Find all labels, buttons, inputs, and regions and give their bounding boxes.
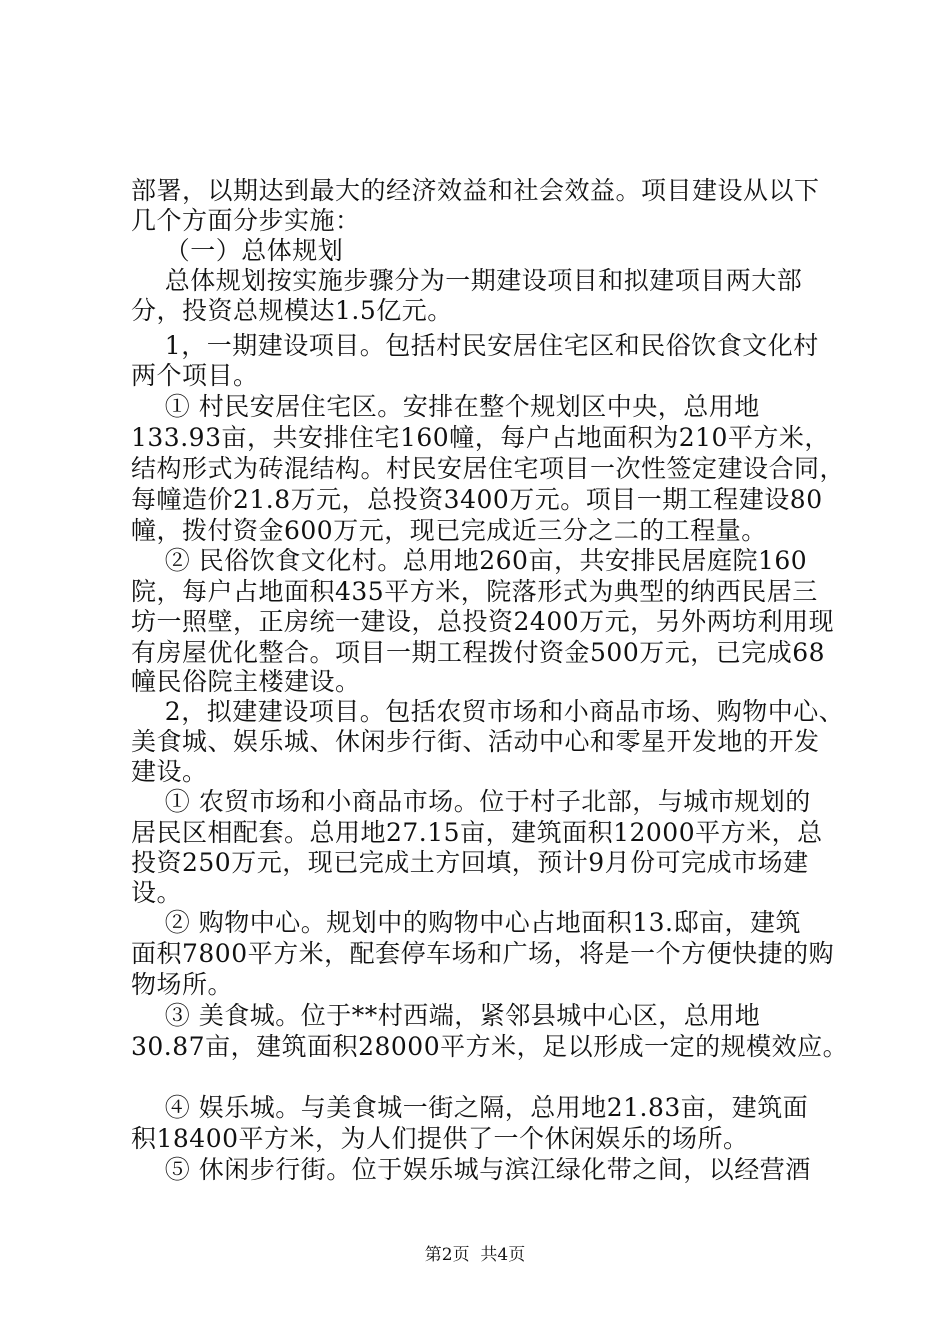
paragraph-line: 院，每户占地面积435平方米，院落形式为典型的纳西民居三 <box>131 577 818 606</box>
paragraph-line: 分，投资总规模达1.5亿元。 <box>131 296 453 325</box>
paragraph-line: 坊一照壁，正房统一建设，总投资2400万元，另外两坊利用现 <box>131 607 835 636</box>
paragraph-line: ① 村民安居住宅区。安排在整个规划区中央，总用地 <box>131 392 760 421</box>
paragraph-line: 有房屋优化整合。项目一期工程拨付资金500万元，已完成68 <box>131 638 826 667</box>
paragraph-line: 两个项目。 <box>131 361 259 390</box>
paragraph-line: ② 民俗饮食文化村。总用地260亩，共安排民居庭院160 <box>131 546 808 575</box>
paragraph-line: ④ 娱乐城。与美食城一街之隔，总用地21.83亩，建筑面 <box>131 1093 809 1122</box>
paragraph-line: 设。 <box>131 878 183 907</box>
paragraph-line: 建设。 <box>131 757 208 786</box>
paragraph-line: 结构形式为砖混结构。村民安居住宅项目一次性签定建设合同， <box>131 454 846 483</box>
paragraph-line: 幢，拨付资金600万元，现已完成近三分之二的工程量。 <box>131 516 767 545</box>
page-number-footer: 第2页 共4页 <box>424 1245 526 1265</box>
paragraph-line: 物场所。 <box>131 970 234 999</box>
paragraph-line: 几个方面分步实施： <box>131 206 361 235</box>
paragraph-line: ③ 美食城。位于**村西端，紧邻县城中心区，总用地 <box>131 1001 761 1030</box>
paragraph-line: 30.87亩，建筑面积28000平方米，足以形成一定的规模效应。 <box>131 1032 849 1061</box>
paragraph-line: 投资250万元，现已完成土方回填，预计9月份可完成市场建 <box>131 848 809 877</box>
paragraph-line: 美食城、娱乐城、休闲步行街、活动中心和零星开发地的开发 <box>131 727 820 756</box>
paragraph-line: 每幢造价21.8万元，总投资3400万元。项目一期工程建设80 <box>131 485 823 514</box>
paragraph-line: 幢民俗院主楼建设。 <box>131 667 361 696</box>
paragraph-line: 133.93亩，共安排住宅160幢，每户占地面积为210平方米， <box>131 423 830 452</box>
paragraph-line: ② 购物中心。规划中的购物中心占地面积13.邸亩，建筑 <box>131 908 801 937</box>
paragraph-line: 面积7800平方米，配套停车场和广场，将是一个方便快捷的购 <box>131 939 835 968</box>
paragraph-line: 积18400平方米，为人们提供了一个休闲娱乐的场所。 <box>131 1124 749 1153</box>
paragraph-line: 总体规划按实施步骤分为一期建设项目和拟建项目两大部 <box>131 266 803 295</box>
paragraph-line: ① 农贸市场和小商品市场。位于村子北部，与城市规划的 <box>131 787 811 816</box>
section-heading: （一）总体规划 <box>131 236 344 265</box>
paragraph-line: ⑤ 休闲步行街。位于娱乐城与滨江绿化带之间，以经营酒 <box>131 1155 811 1184</box>
paragraph-line: 1，一期建设项目。包括村民安居住宅区和民俗饮食文化村 <box>131 331 819 360</box>
paragraph-line: 部署，以期达到最大的经济效益和社会效益。项目建设从以下 <box>131 176 820 205</box>
paragraph-line: 居民区相配套。总用地27.15亩，建筑面积12000平方米，总 <box>131 818 823 847</box>
paragraph-line: 2，拟建建设项目。包括农贸市场和小商品市场、购物中心、 <box>131 697 845 726</box>
